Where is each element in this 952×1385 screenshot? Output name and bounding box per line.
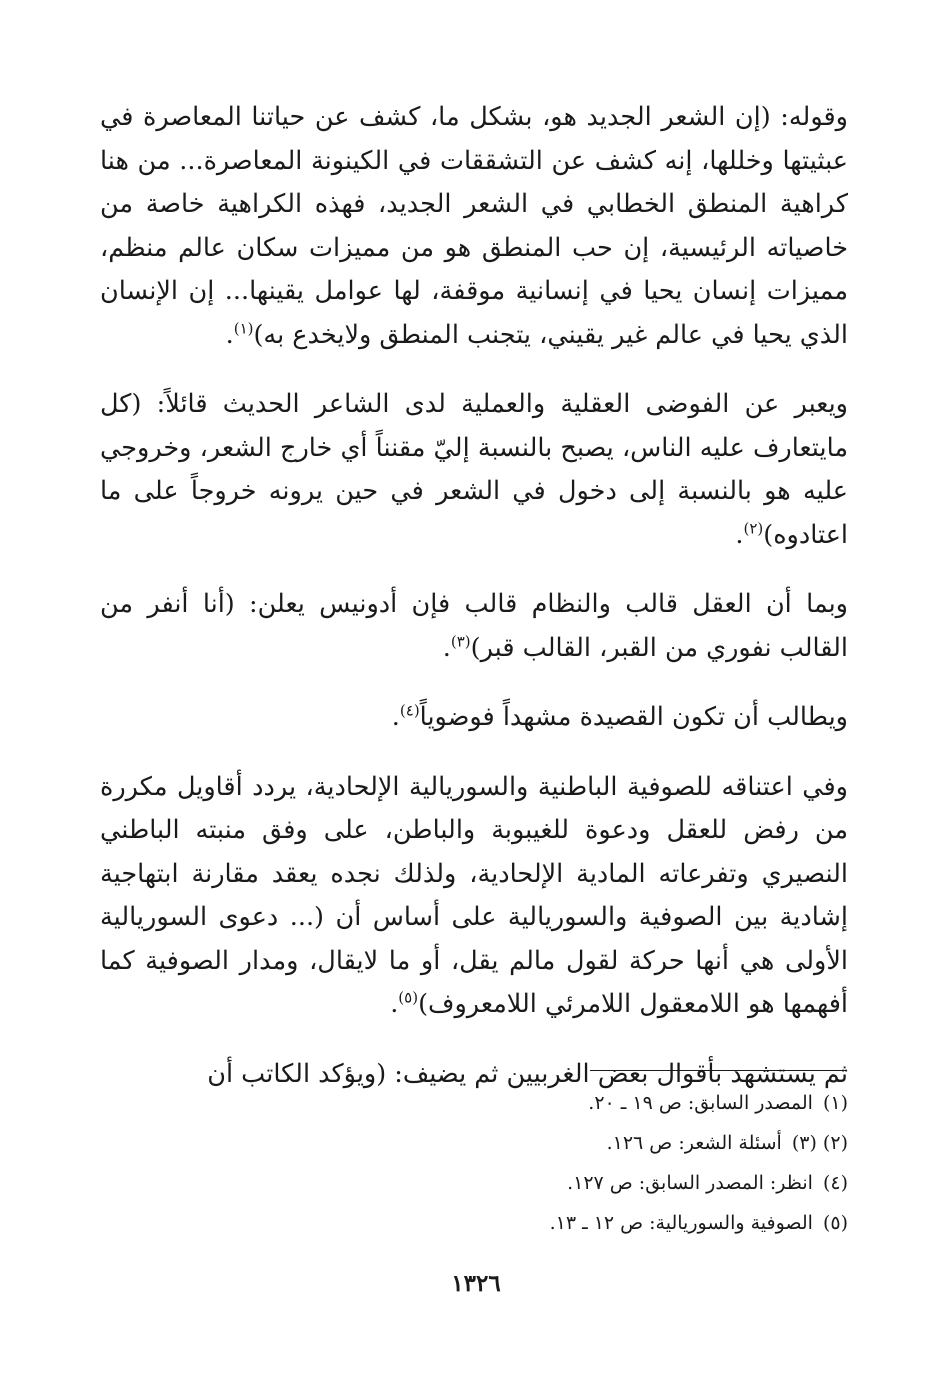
footnote-ref: (١) (233, 319, 254, 337)
footnote-ref: (٤) (399, 701, 420, 720)
page-number: ١٣٢٦ (451, 1270, 501, 1297)
paragraph: ويعبر عن الفوضى العقلية والعملية لدى الشاعر الحديث قائلاً: (كل مايتعارف عليه الناس، يصبح بالنسبة إليّ مقنناً أي خارج الشعر، وخروجي عليه هو بالنسبة إلى دخول في الشعر في حين يرونه خروجاً على ما اعتادوه)$^{(٢)}$. (100, 389, 848, 550)
footnotes (248, 1083, 848, 1243)
footnote-ref: (٥) (398, 988, 419, 1007)
paragraph: ثم يستشهد بأقوال بعض الغربيين ثم يضيف: (ويؤكد الكاتب أن (207, 1058, 848, 1089)
paragraph: ويطالب أن تكون القصيدة مشهداً فوضوياً$^{(٤)}$. (391, 701, 848, 732)
paragraph: وبما أن العقل قالب والنظام قالب فإن أدونيس يعلن: (أنا أنفر من القالب نفوري من القبر، القالب قبر)$^{(٣)}$. (100, 589, 848, 663)
paragraph: وقوله: (إن الشعر الجديد هو، بشكل ما، كشف عن حياتنا المعاصرة في عبثيتها وخللها، إنه كشف عن التشققات في الكينونة المعاصرة... من هنا كراهية المنطق الخطابي في الشعر الجديد، فهذه الكراهية خاصة من خاصياته الرئيسية، إن حب المنطق هو من مميزات سكان عالم منظم، مميزات إنسان يحيا في إنسانية موقفة، لها عوامل يقينها... إن الإنسان الذي يحيا في عالم غير يقيني، يتجنب المنطق ولايخدع به)$^{(١)}$. (100, 102, 848, 350)
footnote: (٤)انظر: المصدر السابق: ص ١٢٧. (567, 1172, 848, 1194)
footnote-ref: (٢) (743, 519, 764, 537)
footnote: (٥)الصوفية والسوريالية: ص ١٢ ـ ١٣. (549, 1212, 848, 1234)
footnote: (١)المصدر السابق: ص ١٩ ـ ٢٠. (588, 1092, 848, 1114)
footnote: (٢) (٣)أسئلة الشعر: ص ١٢٦. (606, 1132, 848, 1154)
page-body (100, 96, 848, 1122)
footnote-ref: (٣) (450, 632, 471, 650)
footnote-divider (590, 1070, 846, 1071)
paragraph: وفي اعتناقه للصوفية الباطنية والسوريالية الإلحادية، يردد أقاويل مكررة من رفض للعقل ودعوة للغيبوبة والباطن، على وفق منبته الباطني النصيري وتفرعاته المادية الإلحادية، ولذلك نجده يعقد مقارنة ابتهاجية إشادية بين الصوفية والسوريالية على أساس أن (... دعوى السوريالية الأولى هي أنها حركة لقول مالم يقل، أو ما لايقال، ومدار الصوفية كما أفهمها هو اللامعقول اللامرئي اللامعروف)$^{(٥)}$. (100, 771, 848, 1019)
